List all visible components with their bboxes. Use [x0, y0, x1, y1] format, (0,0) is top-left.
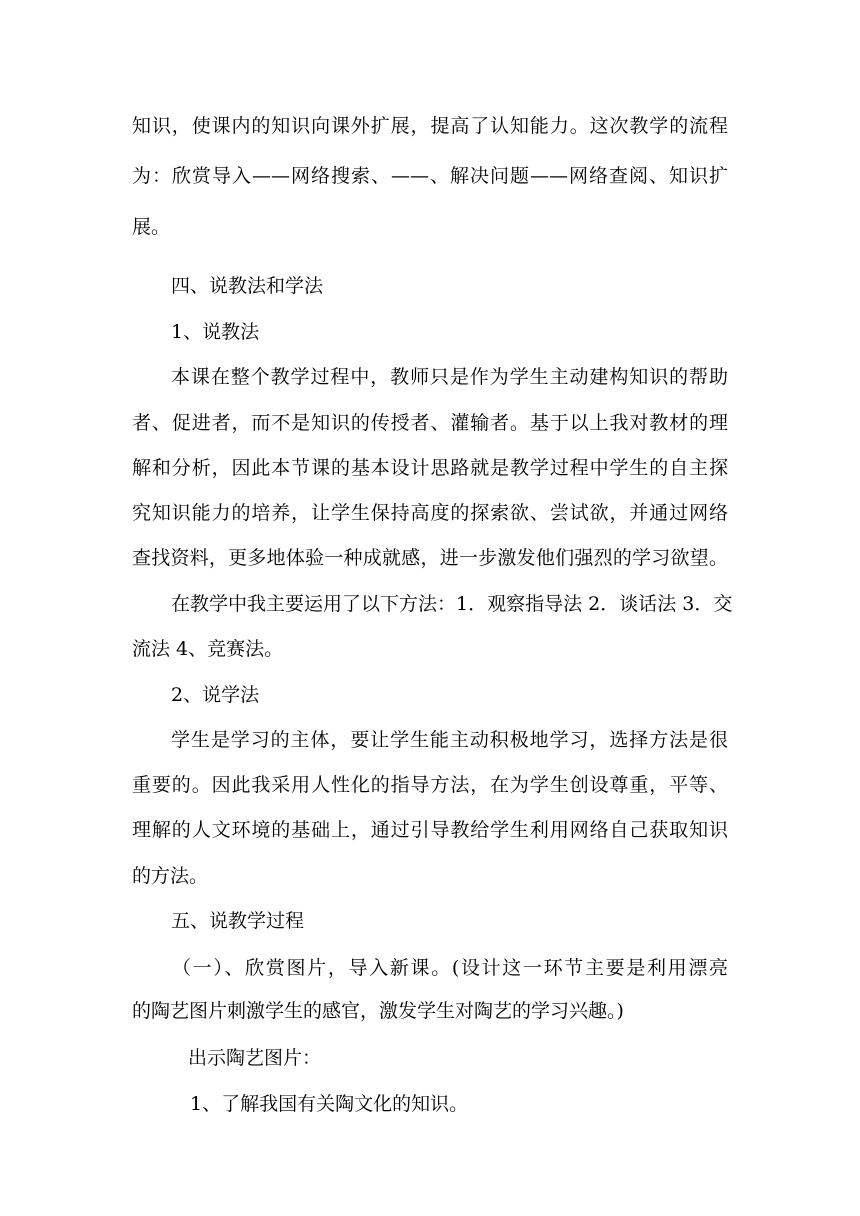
paragraph-line: 本课在整个教学过程中，教师只是作为学生主动建构知识的帮助	[171, 366, 728, 388]
section-heading: 四、说教法和学法	[171, 275, 324, 297]
paragraph-line: 查找资料，更多地体验一种成就感，进一步激发他们强烈的学习欲望。	[132, 547, 728, 569]
paragraph-line: 学生是学习的主体，要让学生能主动积极地学习，选择方法是很	[171, 729, 728, 751]
paragraph-line: 知识，使课内的知识向课外扩展，提高了认知能力。这次教学的流程	[132, 115, 728, 137]
paragraph-line: 展。	[132, 216, 171, 238]
paragraph-line: （一）、欣赏图片，导入新课。(设计这一环节主要是利用漂亮	[172, 957, 728, 979]
paragraph-line: 究知识能力的培养，让学生保持高度的探索欲、尝试欲，并通过网络	[132, 502, 728, 524]
paragraph-line: 出示陶艺图片：	[188, 1047, 322, 1069]
paragraph-line: 者、促进者，而不是知识的传授者、灌输者。基于以上我对教材的理	[132, 412, 728, 434]
paragraph-line: 解和分析，因此本节课的基本设计思路就是教学过程中学生的自主探	[132, 457, 728, 479]
paragraph-line: 流法 4、竞赛法。	[132, 638, 284, 660]
subsection-heading: 1、说教法	[171, 321, 260, 343]
paragraph-line: 为：欣赏导入——网络搜索、——、解决问题——网络查阅、知识扩	[132, 165, 728, 187]
paragraph-line: 在教学中我主要运用了以下方法：1．观察指导法 2．谈话法 3．交	[171, 593, 733, 615]
section-heading: 五、说教学过程	[171, 910, 305, 932]
paragraph-line: 重要的。因此我采用人性化的指导方法，在为学生创设尊重，平等、	[132, 774, 728, 796]
paragraph-line: 的陶艺图片刺激学生的感官，激发学生对陶艺的学习兴趣。)	[132, 1000, 624, 1022]
paragraph-line: 理解的人文环境的基础上，通过引导教给学生利用网络自己获取知识	[132, 819, 728, 841]
paragraph-line: 的方法。	[132, 865, 209, 887]
paragraph-line: 1、了解我国有关陶文化的知识。	[190, 1093, 469, 1115]
subsection-heading: 2、说学法	[171, 684, 260, 706]
